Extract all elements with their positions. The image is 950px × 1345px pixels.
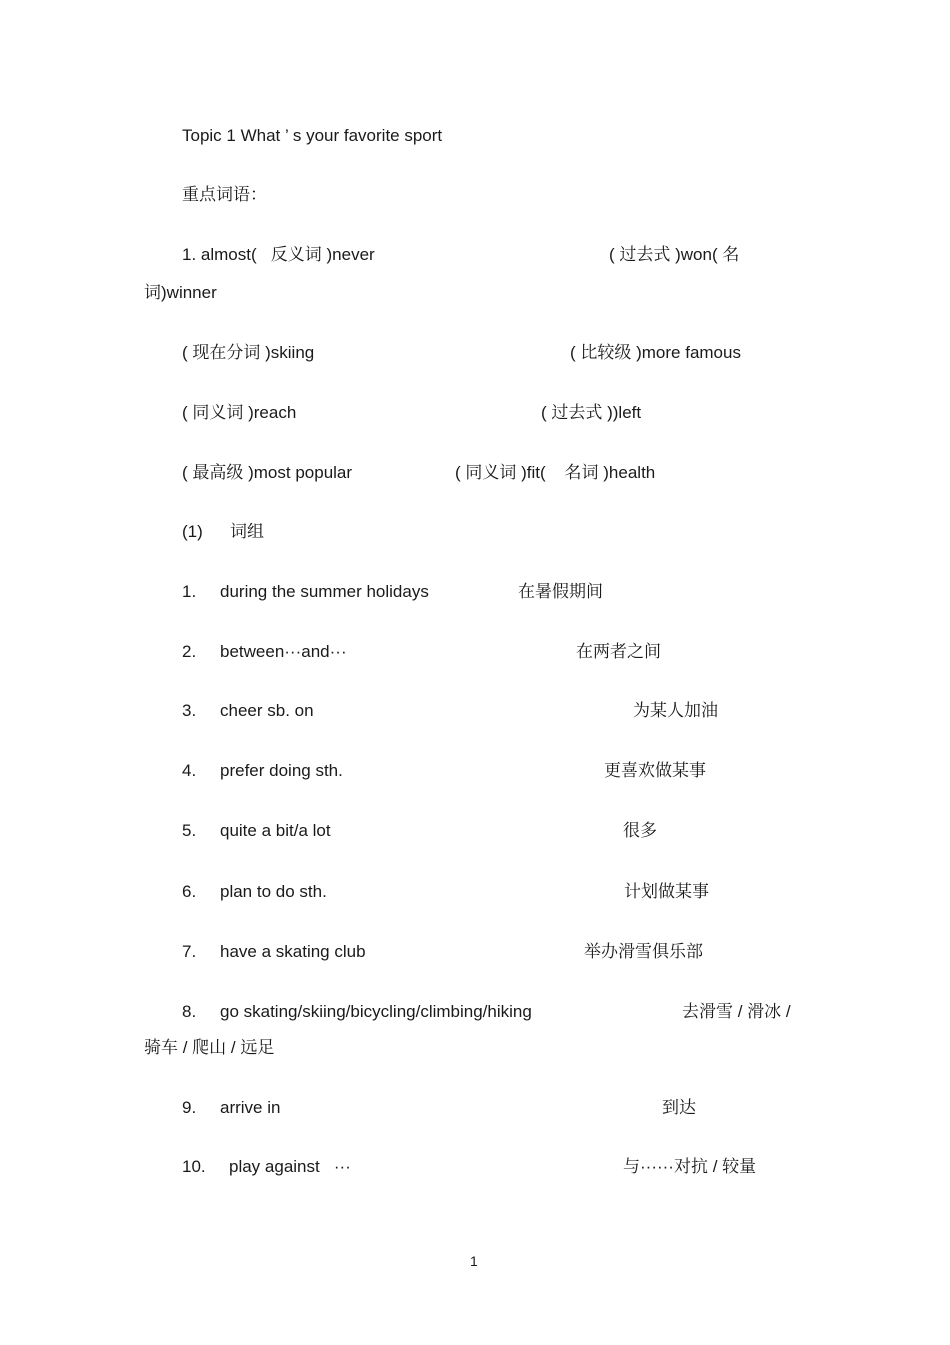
page-number: 1 xyxy=(470,1253,478,1269)
phrases-heading-label: 词组 xyxy=(230,522,264,541)
phrase-english: play against ··· xyxy=(229,1157,351,1176)
phrase-english: between···and··· xyxy=(220,642,347,661)
phrase-chinese: 很多 xyxy=(623,821,657,840)
vocab-line-1-wrap: 词)winner xyxy=(144,283,217,302)
page-title: Topic 1 What ’ s your favorite sport xyxy=(182,126,443,145)
phrase-number: 7. xyxy=(182,942,197,961)
phrase-english: cheer sb. on xyxy=(220,701,314,720)
phrase-number: 2. xyxy=(182,642,197,661)
vocab-line-2-left: ( 现在分词 )skiing xyxy=(182,343,315,362)
vocab-line-1-left: 1. almost( 反义词 )never xyxy=(182,245,375,264)
phrase-number: 10. xyxy=(182,1157,206,1176)
phrase-chinese: 举办滑雪俱乐部 xyxy=(584,942,703,961)
phrase-chinese: 为某人加油 xyxy=(633,701,718,720)
phrase-chinese: 去滑雪 / 滑冰 / xyxy=(682,1002,791,1021)
phrase-english: during the summer holidays xyxy=(220,582,429,601)
phrase-number: 4. xyxy=(182,761,197,780)
phrase-number: 3. xyxy=(182,701,197,720)
phrase-english: arrive in xyxy=(220,1098,281,1117)
phrase-english: plan to do sth. xyxy=(220,882,327,901)
phrase-chinese: 到达 xyxy=(662,1098,696,1117)
phrase-english: prefer doing sth. xyxy=(220,761,343,780)
phrase-chinese: 在暑假期间 xyxy=(518,582,603,601)
phrase-english: have a skating club xyxy=(220,942,366,961)
phrase-chinese: 更喜欢做某事 xyxy=(604,761,706,780)
phrase-number: 8. xyxy=(182,1002,197,1021)
vocab-line-4-left: ( 最高级 )most popular xyxy=(182,463,353,482)
vocab-line-4-right: ( 同义词 )fit( 名词 )health xyxy=(455,463,656,482)
phrase-chinese: 在两者之间 xyxy=(576,642,661,661)
vocab-line-2-right: ( 比较级 )more famous xyxy=(570,343,741,362)
phrase-number: 9. xyxy=(182,1098,197,1117)
vocab-line-3-right: ( 过去式 ))left xyxy=(541,403,642,422)
vocab-line-1-right: ( 过去式 )won( 名 xyxy=(609,245,740,264)
phrase-number: 6. xyxy=(182,882,197,901)
vocab-heading: 重点词语： xyxy=(182,185,267,204)
phrase-number: 1. xyxy=(182,582,197,601)
phrase-chinese: 与······对抗 / 较量 xyxy=(623,1157,757,1176)
phrase-number: 5. xyxy=(182,821,197,840)
vocab-line-3-left: ( 同义词 )reach xyxy=(182,403,297,422)
phrases-heading-number: (1) xyxy=(182,522,203,541)
phrase-english: quite a bit/a lot xyxy=(220,821,331,840)
phrase-english: go skating/skiing/bicycling/climbing/hiking xyxy=(220,1002,532,1021)
phrase-chinese: 计划做某事 xyxy=(624,882,709,901)
phrase-chinese-wrap: 骑车 / 爬山 / 远足 xyxy=(144,1038,275,1057)
